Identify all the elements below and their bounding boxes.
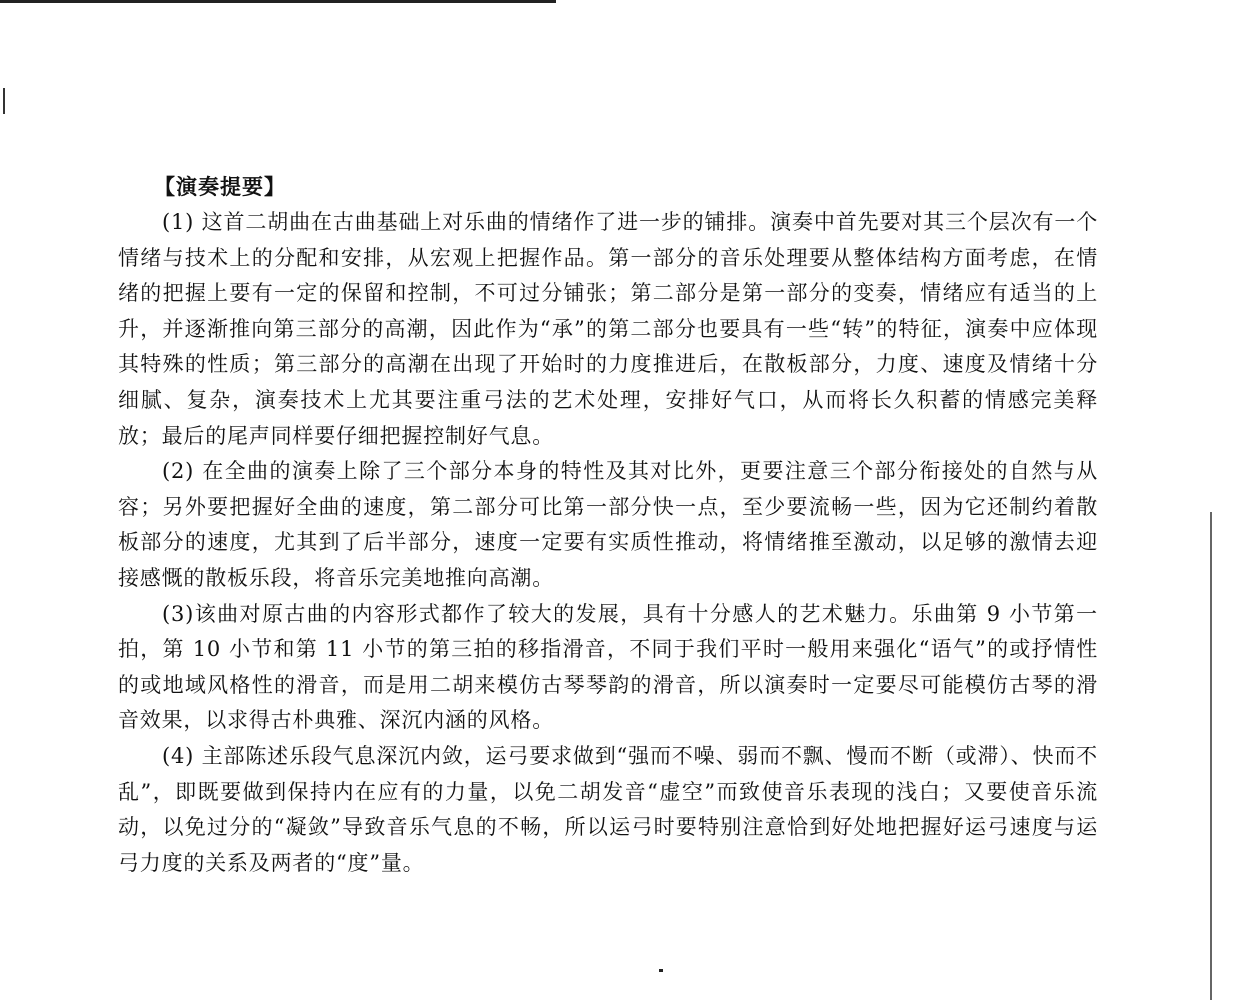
paragraph-3: (3)该曲对原古曲的内容形式都作了较大的发展，具有十分感人的艺术魅力。乐曲第 9 小节第一拍，第 10 小节和第 11 小节的第三拍的移指滑音，不同于我们平时一般用来强化“语气”的或抒情性的或地域风格性的滑音，而是用二胡来模仿古琴琴韵的滑音，所以演奏时一定要尽可能模仿古琴的滑音效果，以求得古朴典雅、深沉内涵的风格。 [118,601,1098,733]
scan-edge-line [0,0,556,3]
scan-margin-line [1210,512,1212,1000]
paragraph-4: (4) 主部陈述乐段气息深沉内敛，运弓要求做到“强而不噪、弱而不飘、慢而不断（或滞）、快而不乱”，即既要做到保持内在应有的力量，以免二胡发音“虚空”而致使音乐表现的浅白；又要使音乐流动，以免过分的“凝敛”导致音乐气息的不畅，所以运弓时要特别注意恰到好处地把握好运弓速度与运弓力度的关系及两者的“度”量。 [118,743,1099,875]
paragraph-2: (2) 在全曲的演奏上除了三个部分本身的特性及其对比外，更要注意三个部分衔接处的自然与从容；另外要把握好全曲的速度，第二部分可比第一部分快一点，至少要流畅一些，因为它还制约着散板部分的速度，尤其到了后半部分，速度一定要有实质性推动，将情绪推至激动，以足够的激情去迎接感慨的散板乐段，将音乐完美地推向高潮。 [118,459,1098,590]
paragraph-1: (1) 这首二胡曲在古曲基础上对乐曲的情绪作了进一步的铺排。演奏中首先要对其三个层次有一个情绪与技术上的分配和安排，从宏观上把握作品。第一部分的音乐处理要从整体结构方面考虑，在情绪的把握上要有一定的保留和控制，不可过分铺张；第二部分是第一部分的变奏，情绪应有适当的上升，并逐渐推向第三部分的高潮，因此作为“承”的第二部分也要具有一些“转”的特征，演奏中应体现其特殊的性质；第三部分的高潮在出现了开始时的力度推进后，在散板部分，力度、速度及情绪十分细腻、复杂，演奏技术上尤其要注重弓法的艺术处理，安排好气口，从而将长久积蓄的情感完美释放；最后的尾声同样要仔细把握控制好气息。 [118,210,1098,448]
page-body [118,169,1098,881]
section-heading: 【演奏提要】 [154,174,286,199]
scan-speck [659,969,663,972]
scan-edge-mark [3,88,5,114]
